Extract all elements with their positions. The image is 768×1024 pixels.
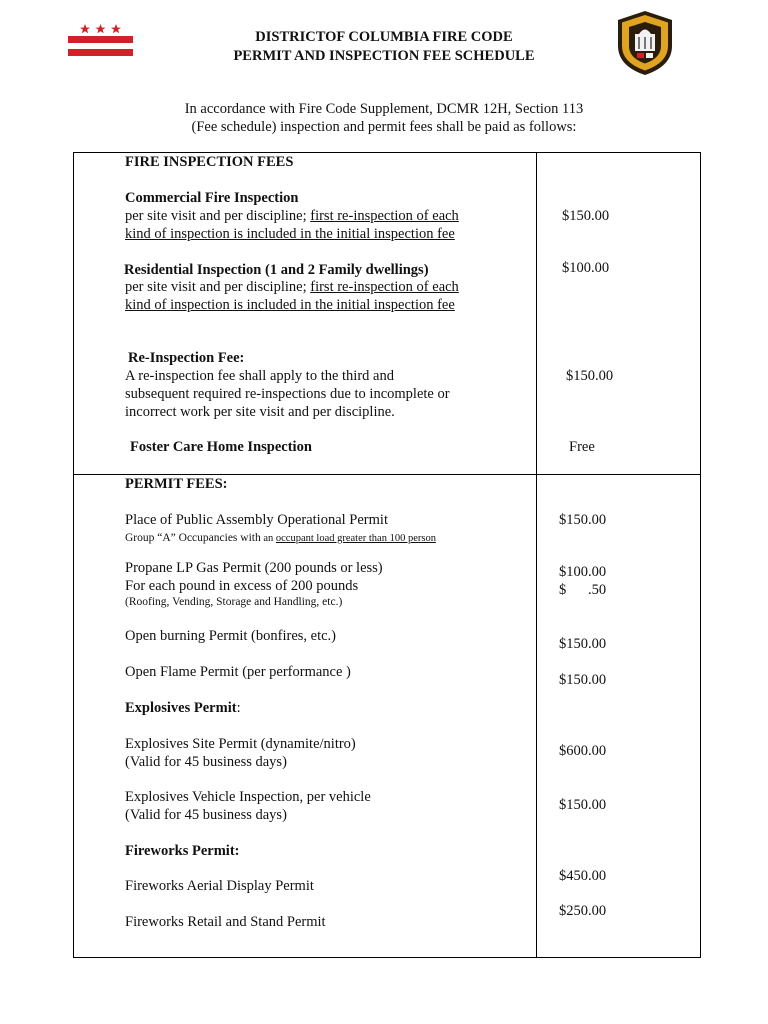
propane-permit-note: (Roofing, Vending, Storage and Handling, etc.) bbox=[125, 596, 343, 608]
residential-inspection-line-2: kind of inspection is included in the initial inspection fee bbox=[125, 297, 455, 313]
permit-fees-heading: PERMIT FEES: bbox=[125, 476, 228, 492]
explosives-site-permit-note: (Valid for 45 business days) bbox=[125, 754, 287, 770]
fireworks-retail-fee: $250.00 bbox=[559, 903, 607, 919]
intro-line-2: (Fee schedule) inspection and permit fees shall be paid as follows: bbox=[191, 119, 577, 135]
propane-excess-fee: $ .50 bbox=[559, 582, 607, 598]
propane-permit-fee: $100.00 bbox=[559, 564, 607, 580]
table-border-right bbox=[700, 152, 701, 958]
open-flame-permit-title: Open Flame Permit (per performance ) bbox=[125, 664, 351, 680]
reinspection-line-1: A re-inspection fee shall apply to the third and bbox=[125, 368, 394, 384]
commercial-inspection-line-1 bbox=[125, 207, 459, 225]
assembly-note-underlined: occupant load greater than 100 person bbox=[275, 533, 436, 544]
assembly-note-an: an bbox=[260, 533, 276, 544]
assembly-permit-fee: $150.00 bbox=[559, 512, 607, 528]
reinspection-line-2: subsequent required re-inspections due to incomplete or bbox=[125, 386, 450, 402]
open-flame-permit-fee: $150.00 bbox=[559, 672, 607, 688]
fireworks-aerial-title: Fireworks Aerial Display Permit bbox=[125, 878, 314, 894]
commercial-inspection-title: Commercial Fire Inspection bbox=[125, 190, 299, 206]
residential-inspection-fee: $100.00 bbox=[562, 260, 610, 276]
inspection-fees-heading: FIRE INSPECTION FEES bbox=[125, 154, 294, 170]
explosives-vehicle-title: Explosives Vehicle Inspection, per vehicle bbox=[125, 789, 371, 805]
assembly-note-text: Group “A” Occupancies with bbox=[125, 532, 261, 544]
fireworks-retail-title: Fireworks Retail and Stand Permit bbox=[125, 914, 326, 930]
open-burning-permit-title: Open burning Permit (bonfires, etc.) bbox=[125, 628, 337, 644]
intro-text bbox=[0, 100, 768, 136]
explosives-vehicle-fee: $150.00 bbox=[559, 797, 607, 813]
residential-inspection-title: Residential Inspection (1 and 2 Family dwellings) bbox=[124, 262, 429, 278]
assembly-permit-title: Place of Public Assembly Operational Permit bbox=[125, 512, 388, 528]
reinspection-fee-title: Re-Inspection Fee: bbox=[128, 350, 245, 366]
explosives-heading-text: Explosives Permit bbox=[125, 700, 237, 716]
commercial-inspection-line-2: kind of inspection is included in the initial inspection fee bbox=[125, 226, 455, 242]
commercial-line-1-text: per site visit and per discipline; bbox=[125, 208, 311, 224]
reinspection-fee: $150.00 bbox=[566, 368, 614, 384]
propane-permit-line-2: For each pound in excess of 200 pounds bbox=[125, 578, 359, 594]
table-border-bottom bbox=[73, 957, 701, 958]
reinspection-line-3: incorrect work per site visit and per discipline. bbox=[125, 404, 395, 420]
residential-inspection-line-1 bbox=[125, 278, 459, 296]
open-burning-permit-fee: $150.00 bbox=[559, 636, 607, 652]
explosives-site-permit-fee: $600.00 bbox=[559, 743, 607, 759]
explosives-heading-colon: : bbox=[236, 700, 241, 716]
residential-line-1-text: per site visit and per discipline; bbox=[125, 279, 311, 295]
foster-care-title: Foster Care Home Inspection bbox=[130, 439, 312, 455]
explosives-vehicle-note: (Valid for 45 business days) bbox=[125, 807, 287, 823]
intro-line-1: In accordance with Fire Code Supplement, DCMR 12H, Section 113 bbox=[184, 101, 584, 117]
residential-line-1-underlined: first re-inspection of each bbox=[310, 279, 459, 295]
explosives-permit-heading bbox=[125, 699, 241, 717]
table-column-divider bbox=[536, 152, 537, 958]
fireworks-permit-heading: Fireworks Permit: bbox=[125, 843, 240, 859]
table-border-left bbox=[73, 152, 74, 958]
fireworks-aerial-fee: $450.00 bbox=[559, 868, 607, 884]
commercial-inspection-fee: $150.00 bbox=[562, 208, 610, 224]
propane-permit-title: Propane LP Gas Permit (200 pounds or less) bbox=[125, 560, 383, 576]
foster-care-fee: Free bbox=[569, 439, 595, 455]
assembly-permit-note bbox=[125, 528, 436, 546]
title-line-2: PERMIT AND INSPECTION FEE SCHEDULE bbox=[233, 48, 535, 64]
title-line-1: DISTRICTOF COLUMBIA FIRE CODE bbox=[255, 29, 513, 45]
document-header bbox=[0, 28, 768, 66]
commercial-line-1-underlined: first re-inspection of each bbox=[310, 208, 459, 224]
explosives-site-permit-title: Explosives Site Permit (dynamite/nitro) bbox=[125, 736, 356, 752]
